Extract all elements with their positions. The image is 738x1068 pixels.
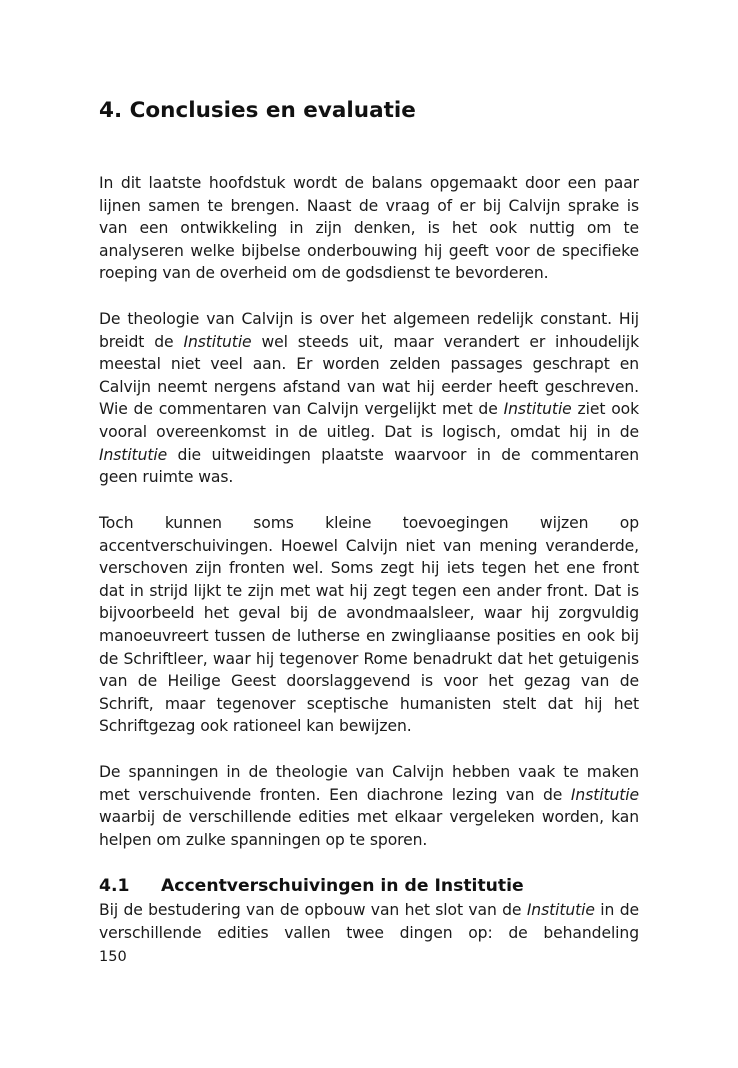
paragraph-text: De theologie van Calvijn is over het algemeen redelijk constant. Hij breidt de [99,310,639,351]
chapter-title: 4. Conclusies en evaluatie [99,98,416,123]
paragraph-section-intro [99,899,639,944]
page-number: 150 [99,949,127,965]
italic-term-institutie: Institutie [526,901,595,919]
paragraph-text: ziet ook vooral overeenkomst in de uitleg. Dat is logisch, omdat hij in de [99,400,640,441]
section-title: Accentverschuivingen in de Institutie [161,876,524,896]
paragraph-intro: In dit laatste hoofdstuk wordt de balans opgemaakt door een paar lijnen samen te brengen. Naast de vraag of er bij Calvijn sprake is van een ontwikkeling in zijn denken, is het ook nuttig om te analyseren welke bijbelse onderbouwing hij geeft voor de specifieke roeping van de overheid om de godsdienst te bevorderen. [99,174,639,283]
paragraph-theology-constant [99,308,639,489]
paragraph-text: waarbij de verschillende edities met elkaar vergeleken worden, kan helpen om zulke spanningen op te sporen. [99,808,639,849]
italic-term-institutie: Institutie [183,332,252,351]
paragraph-text: die uitweidingen plaatste waarvoor in de commentaren geen ruimte was. [99,445,639,487]
paragraph-tensions [99,761,639,851]
paragraph-text: Bij de bestudering van de opbouw van het slot van de [99,901,527,919]
paragraph-text: in de verschillende edities vallen twee dingen op: de behandeling [99,901,639,942]
section-heading [99,874,524,898]
section-number: 4.1 [99,876,130,896]
paragraph-text: wel steeds uit, maar verandert er inhoudelijk meestal niet veel aan. Er worden zelden passages geschrapt en Calvijn neemt nergens afstand van wat hij eerder heeft geschreven. Wie de commentaren van Calvijn vergelijkt met de [99,332,639,419]
paragraph-accent-shifts: Toch kunnen soms kleine toevoegingen wijzen op accentverschuivingen. Hoewel Calvijn niet van mening veranderde, verschoven zijn fronten wel. Soms zegt hij iets tegen het ene front dat in strijd lijkt te zijn met wat hij zegt tegen een ander front. Dat is bijvoorbeeld het geval bij de avondmaalsleer, waar hij zorgvuldig manoeuvreert tussen de lutherse en zwingliaanse posities en ook bij de Schriftleer, waar hij tegenover Rome benadrukt dat het getuigenis van de Heilige Geest doorslaggevend is voor het gezag van de Schrift, maar tegenover sceptische humanisten stelt dat hij het Schriftgezag ook rationeel kan bewijzen. [99,514,639,736]
italic-term-institutie: Institutie [503,400,572,419]
italic-term-institutie: Institutie [570,785,639,804]
paragraph-text: De spanningen in de theologie van Calvijn hebben vaak te maken met verschuivende fronten. Een diachrone lezing van de [99,763,639,804]
italic-term-institutie: Institutie [99,445,168,464]
